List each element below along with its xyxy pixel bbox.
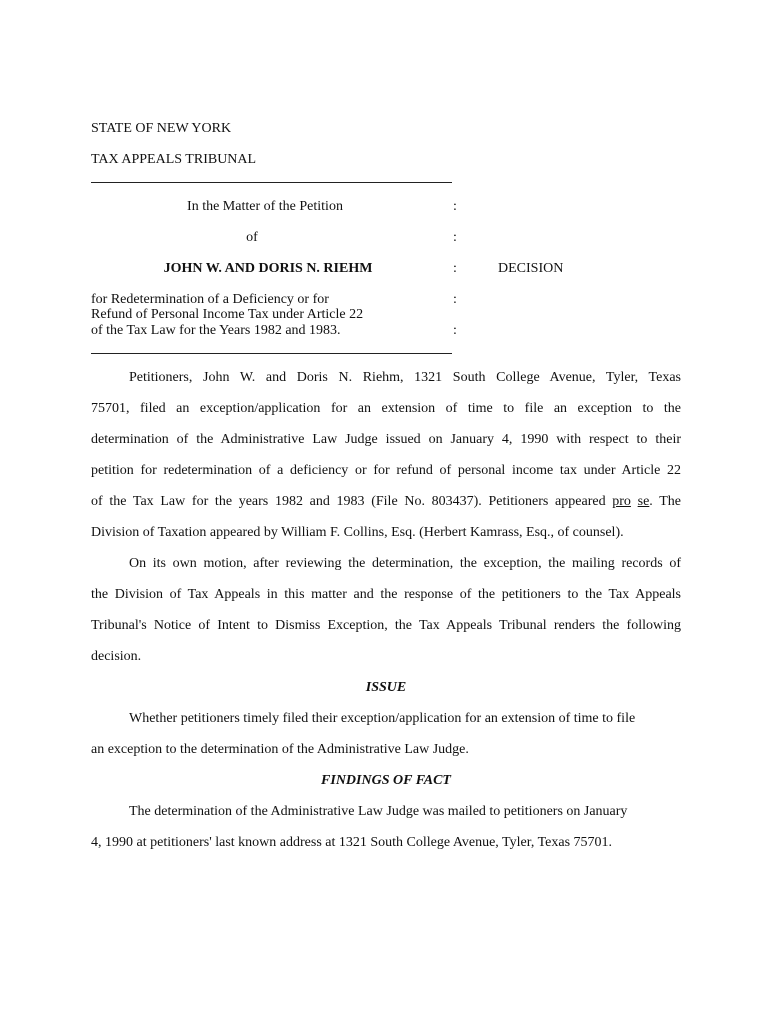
caption-purpose-line-3: of the Tax Law for the Years 1982 and 1983. <box>91 323 341 338</box>
paragraph-1-line-6: Division of Taxation appeared by William F. Collins, Esq. (Herbert Kamrass, Esq., of counsel). <box>91 525 624 540</box>
paragraph-1-line-3: determination of the Administrative Law Judge issued on January 4, 1990 with respect to their <box>91 432 681 447</box>
caption-of-line: of <box>246 230 258 245</box>
caption-colon-4: : <box>453 292 457 307</box>
caption-purpose-line-2: Refund of Personal Income Tax under Article 22 <box>91 307 364 322</box>
paragraph-2-line-4: decision. <box>91 649 142 664</box>
se-text: se <box>637 494 650 509</box>
paragraph-1-line-2: 75701, filed an exception/application for an extension of time to file an exception to the <box>91 401 681 416</box>
paragraph-1-line-4: petition for redetermination of a deficiency or for refund of personal income tax under Article 22 <box>91 463 681 478</box>
decision-label: DECISION <box>498 261 564 276</box>
paragraph-1-line-5-end: . The <box>649 494 681 509</box>
paragraph-1-line-5 <box>91 494 681 510</box>
paragraph-2-line-2: the Division of Tax Appeals in this matter and the response of the petitioners to the Tax Appeals <box>91 587 681 602</box>
caption-colon-1: : <box>453 199 457 214</box>
state-header: STATE OF NEW YORK <box>91 121 232 136</box>
paragraph-2-line-1: On its own motion, after reviewing the determination, the exception, the mailing records of <box>129 556 681 571</box>
paragraph-3-line-1: Whether petitioners timely filed their exception/application for an extension of time to file <box>129 711 636 726</box>
caption-bottom-rule <box>91 353 452 354</box>
caption-colon-3: : <box>453 261 457 276</box>
paragraph-4-line-1: The determination of the Administrative Law Judge was mailed to petitioners on January <box>129 804 628 819</box>
tribunal-header: TAX APPEALS TRIBUNAL <box>91 152 257 167</box>
findings-heading: FINDINGS OF FACT <box>321 773 451 788</box>
paragraph-2-line-3: Tribunal's Notice of Intent to Dismiss Exception, the Tax Appeals Tribunal renders the following <box>91 618 681 633</box>
caption-top-rule <box>91 182 452 183</box>
caption-colon-5: : <box>453 323 457 338</box>
caption-matter-line: In the Matter of the Petition <box>187 199 343 214</box>
issue-heading: ISSUE <box>365 680 407 695</box>
caption-purpose-line-1: for Redetermination of a Deficiency or for <box>91 292 329 307</box>
paragraph-1-line-5-text: of the Tax Law for the years 1982 and 1983 (File No. 803437). Petitioners appeared <box>91 494 613 509</box>
pro-text: pro <box>612 494 631 509</box>
paragraph-3-line-2: an exception to the determination of the Administrative Law Judge. <box>91 742 469 757</box>
paragraph-4-line-2: 4, 1990 at petitioners' last known address at 1321 South College Avenue, Tyler, Texas 75701. <box>91 835 613 850</box>
caption-colon-2: : <box>453 230 457 245</box>
paragraph-1-line-1: Petitioners, John W. and Doris N. Riehm, 1321 South College Avenue, Tyler, Texas <box>129 370 681 385</box>
caption-petitioners: JOHN W. AND DORIS N. RIEHM <box>163 261 373 276</box>
